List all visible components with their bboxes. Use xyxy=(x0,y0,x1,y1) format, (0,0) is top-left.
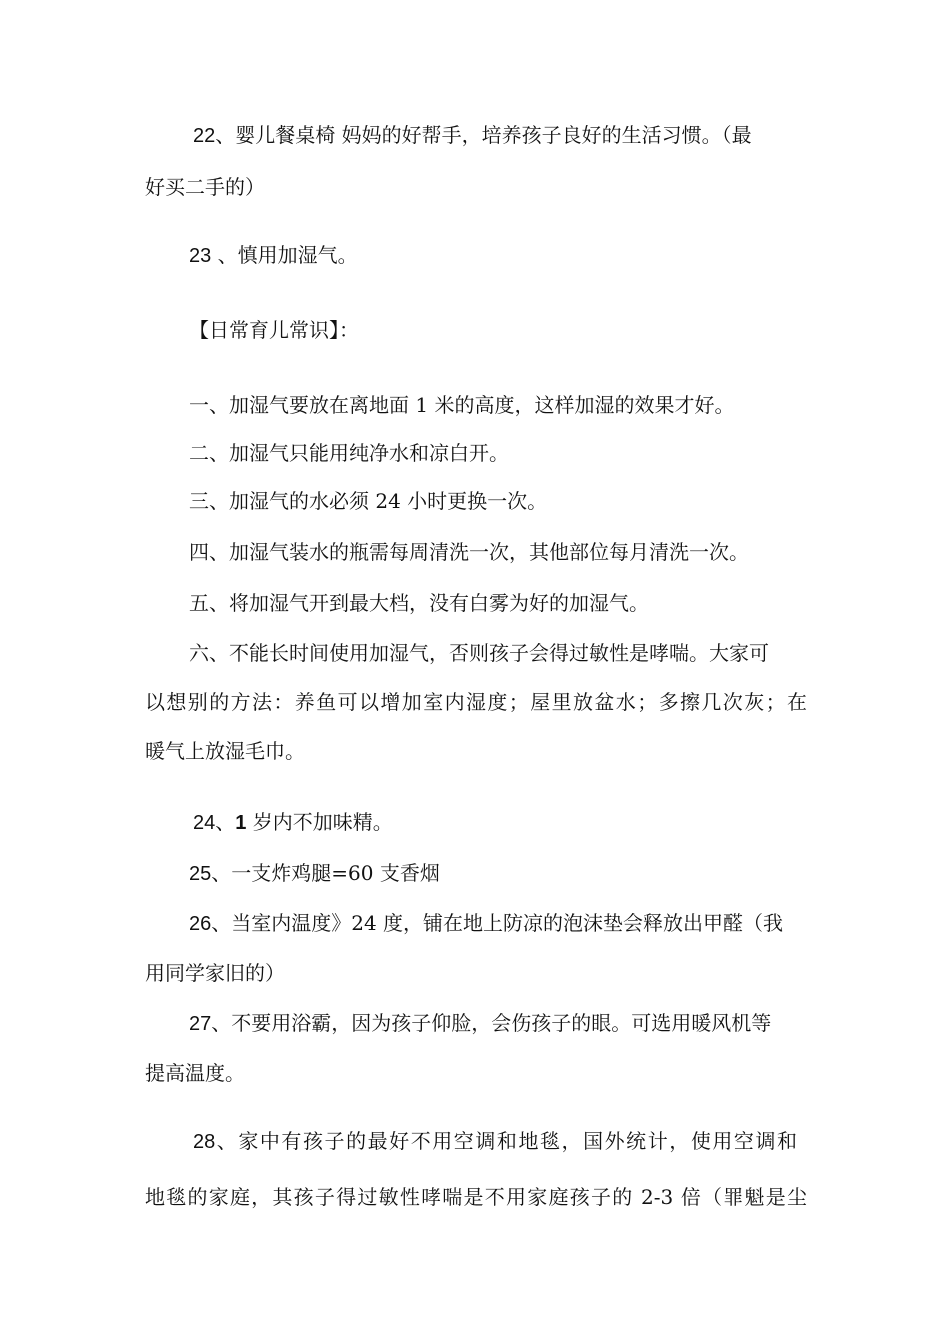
paragraph-25 xyxy=(189,861,440,886)
paragraph-24 xyxy=(193,810,393,835)
paragraph-26-line-2: 用同学家旧的） xyxy=(145,961,285,985)
tip-6-line-1: 六、不能长时间使用加湿气，否则孩子会得过敏性是哮喘。大家可 xyxy=(189,641,769,665)
item-number: 28 xyxy=(193,1131,216,1153)
bold-number: 1 xyxy=(235,812,247,834)
paragraph-26-line-1 xyxy=(189,911,807,936)
section-heading: 【日常育儿常识】： xyxy=(189,318,359,342)
paragraph-text: 、当室内温度》24 度，铺在地上防凉的泡沫垫会释放出甲醛（我 xyxy=(211,911,784,935)
paragraph-22-line-1 xyxy=(193,123,807,148)
paragraph-text: 、慎用加湿气。 xyxy=(211,243,358,267)
tip-5: 五、将加湿气开到最大档，没有白雾为好的加湿气。 xyxy=(189,591,649,615)
paragraph-text: 、不要用浴霸，因为孩子仰脸，会伤孩子的眼。可选用暖风机等 xyxy=(211,1011,772,1035)
paragraph-27-line-2: 提高温度。 xyxy=(145,1061,245,1085)
paragraph-text: 、一支炸鸡腿=60 支香烟 xyxy=(211,861,440,885)
tip-6-line-2: 以想别的方法：养鱼可以增加室内湿度；屋里放盆水；多擦几次灰；在 xyxy=(145,690,807,714)
tip-6-line-3: 暖气上放湿毛巾。 xyxy=(145,739,305,763)
paragraph-22-line-2: 好买二手的） xyxy=(145,175,265,199)
tip-3: 三、加湿气的水必须 24 小时更换一次。 xyxy=(189,489,548,513)
paragraph-text: 、家中有孩子的最好不用空调和地毯，国外统计，使用空调和 xyxy=(215,1129,797,1153)
paragraph-28-line-1 xyxy=(193,1129,797,1154)
item-number: 25 xyxy=(189,863,212,885)
paragraph-text: 岁内不加味精。 xyxy=(246,810,393,834)
item-number: 24 xyxy=(193,812,216,834)
tip-2: 二、加湿气只能用纯净水和凉白开。 xyxy=(189,441,509,465)
tip-1: 一、加湿气要放在离地面 1 米的高度，这样加湿的效果才好。 xyxy=(189,393,735,417)
paragraph-23 xyxy=(189,243,358,268)
item-number: 26 xyxy=(189,913,212,935)
tip-4: 四、加湿气装水的瓶需每周清洗一次，其他部位每月清洗一次。 xyxy=(189,540,749,564)
paragraph-28-line-2: 地毯的家庭，其孩子得过敏性哮喘是不用家庭孩子的 2-3 倍（罪魁是尘 xyxy=(145,1185,807,1209)
separator: 、 xyxy=(215,810,236,834)
item-number: 23 xyxy=(189,245,212,267)
paragraph-27-line-1 xyxy=(189,1011,807,1036)
item-number: 22 xyxy=(193,125,216,147)
paragraph-text: 、婴儿餐桌椅 妈妈的好帮手，培养孩子良好的生活习惯。（最 xyxy=(215,123,752,147)
item-number: 27 xyxy=(189,1013,212,1035)
